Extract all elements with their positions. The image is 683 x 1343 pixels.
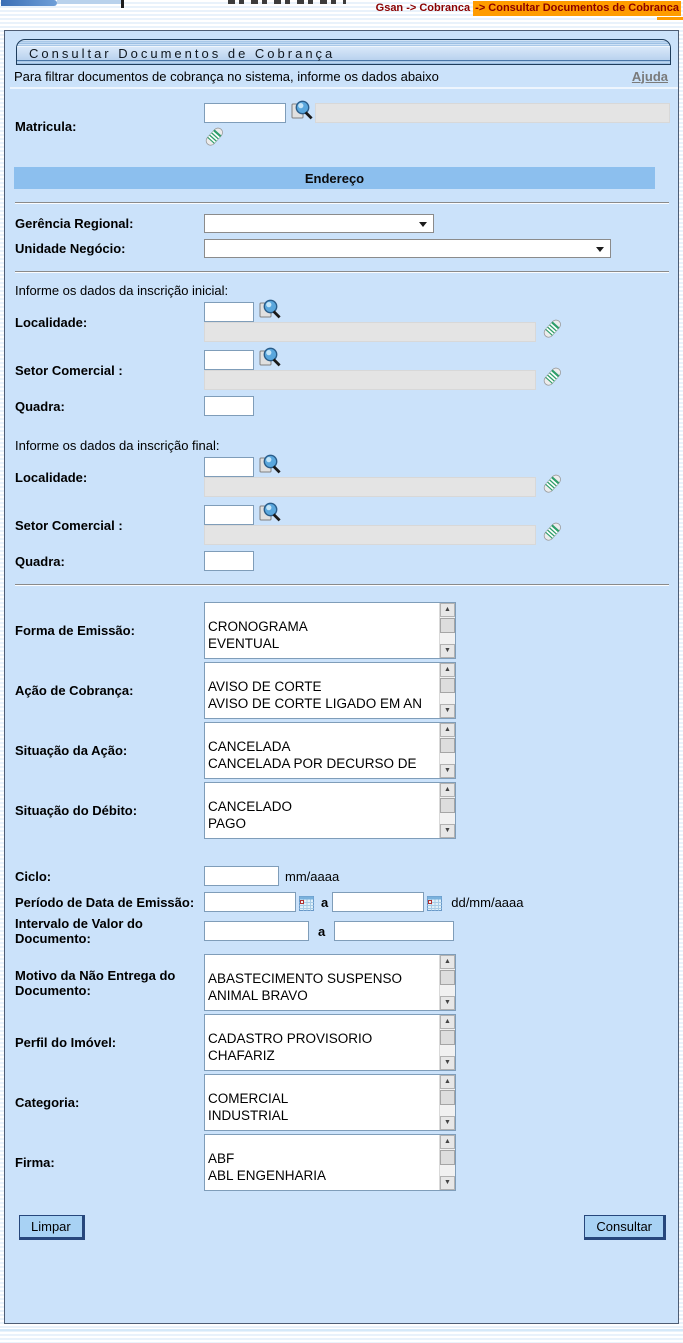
periodo-format-hint: dd/mm/aaaa (451, 894, 524, 910)
listbox-scrollbar[interactable] (439, 955, 455, 1010)
listbox-scrollbar[interactable] (439, 1135, 455, 1190)
listbox-option-blank[interactable] (205, 783, 439, 798)
matricula-row (10, 103, 678, 149)
valor-final-input[interactable] (334, 921, 454, 941)
actions-row (19, 1215, 666, 1240)
listbox-option[interactable]: ABASTECIMENTO SUSPENSO (208, 971, 403, 986)
listbox-option[interactable]: CANCELADA (208, 739, 291, 754)
acao-cobranca-label: Ação de Cobrança: (15, 683, 134, 698)
search-icon[interactable] (258, 453, 283, 477)
scrollbar-thumb[interactable] (440, 618, 455, 633)
search-icon[interactable] (290, 99, 315, 123)
setor-comercial-label: Setor Comercial : (15, 362, 123, 378)
perfil-imovel-label: Perfil do Imóvel: (15, 1035, 117, 1050)
gerencia-regional-label: Gerência Regional: (15, 216, 134, 231)
scroll-up-icon[interactable]: ▲ (440, 603, 455, 617)
periodo-emissao-label: Período de Data de Emissão: (15, 894, 195, 910)
eraser-icon[interactable] (542, 520, 563, 544)
listbox-option-blank[interactable] (205, 1135, 439, 1150)
panel-titlebar (16, 39, 671, 65)
situacao-acao-label: Situação da Ação: (15, 743, 128, 758)
listbox-option[interactable]: ANIMAL BRAVO (208, 988, 308, 1003)
setor-final-display-field (204, 525, 536, 545)
listbox-option-blank[interactable] (205, 723, 439, 738)
quadra-inicial-row (10, 396, 678, 416)
situacao-debito-label: Situação do Débito: (15, 803, 138, 818)
scrollbar-thumb[interactable] (440, 1150, 455, 1165)
forma-emissao-label: Forma de Emissão: (15, 623, 135, 638)
consultar-documentos-panel (4, 30, 679, 1324)
scroll-down-icon[interactable]: ▼ (440, 824, 455, 838)
motivo-nao-entrega-listbox[interactable] (204, 954, 456, 1011)
unidade-negocio-label: Unidade Negócio: (15, 241, 126, 256)
calendar-icon[interactable] (299, 896, 314, 911)
clipped-header-text (228, 0, 346, 4)
page-title: Consultar Documentos de Cobrança (17, 46, 670, 61)
situacao-debito-row (10, 782, 678, 839)
localidade-label: Localidade: (15, 469, 88, 485)
listbox-option[interactable]: AVISO DE CORTE (208, 679, 322, 694)
forma-emissao-row (10, 602, 678, 659)
listbox-option[interactable]: EVENTUAL (208, 636, 280, 651)
valor-inicial-input[interactable] (204, 921, 309, 941)
acao-cobranca-listbox[interactable] (204, 662, 456, 719)
ciclo-format-hint: mm/aaaa (285, 868, 340, 884)
bottom-divider (0, 1329, 683, 1331)
situacao-debito-listbox[interactable] (204, 782, 456, 839)
localidade-inicial-input[interactable] (204, 302, 254, 322)
periodo-fim-input[interactable] (332, 892, 424, 912)
quadra-inicial-input[interactable] (204, 396, 254, 416)
listbox-option[interactable]: CADASTRO PROVISORIO (208, 1031, 373, 1046)
listbox-option-blank[interactable] (205, 603, 439, 618)
setor-inicial-row (10, 350, 678, 390)
listbox-scrollbar[interactable] (439, 603, 455, 658)
localidade-final-row (10, 457, 678, 497)
scroll-up-icon[interactable]: ▲ (440, 723, 455, 737)
categoria-listbox[interactable] (204, 1074, 456, 1131)
listbox-option-blank[interactable] (205, 955, 439, 970)
motivo-nao-entrega-label: Motivo da Não Entrega do Documento: (15, 967, 176, 998)
scrollbar-thumb[interactable] (440, 1030, 455, 1045)
firma-row (10, 1134, 678, 1191)
scroll-up-icon[interactable]: ▲ (440, 1075, 455, 1089)
periodo-emissao-row (10, 892, 678, 912)
eraser-icon[interactable] (542, 365, 563, 389)
localidade-final-display-field (204, 477, 536, 497)
intervalo-valor-row (10, 916, 678, 946)
unidade-negocio-row (10, 239, 678, 258)
listbox-option-blank[interactable] (205, 1075, 439, 1090)
setor-inicial-display-field (204, 370, 536, 390)
scrollbar-thumb[interactable] (440, 1090, 455, 1105)
localidade-inicial-display-field (204, 322, 536, 342)
breadcrumb-highlight-tail (657, 17, 683, 20)
gerencia-regional-select[interactable] (204, 214, 434, 233)
scroll-down-icon[interactable]: ▼ (440, 996, 455, 1010)
ciclo-row (10, 866, 678, 886)
listbox-scrollbar[interactable] (439, 1015, 455, 1070)
categoria-row (10, 1074, 678, 1131)
eraser-icon[interactable] (542, 317, 563, 341)
setor-inicial-input[interactable] (204, 350, 254, 370)
scrollbar-thumb[interactable] (440, 678, 455, 693)
scroll-up-icon[interactable]: ▲ (440, 663, 455, 677)
search-icon[interactable] (258, 501, 283, 525)
matricula-label: Matricula: (15, 118, 77, 134)
scroll-down-icon[interactable]: ▼ (440, 1116, 455, 1130)
localidade-final-input[interactable] (204, 457, 254, 477)
listbox-option[interactable]: CRONOGRAMA (208, 619, 308, 634)
search-icon[interactable] (258, 298, 283, 322)
listbox-option[interactable]: CANCELADA POR DECURSO DE (208, 756, 417, 771)
breadcrumb (376, 2, 681, 14)
scrollbar-thumb[interactable] (440, 798, 455, 813)
listbox-scrollbar[interactable] (439, 723, 455, 778)
listbox-option[interactable]: COMERCIAL (208, 1091, 289, 1106)
firma-listbox[interactable] (204, 1134, 456, 1191)
listbox-option[interactable]: AVISO DE CORTE LIGADO EM AN (208, 696, 423, 711)
periodo-inicio-input[interactable] (204, 892, 296, 912)
breadcrumb-current: -> Consultar Documentos de Cobranca (475, 2, 679, 14)
ciclo-label: Ciclo: (15, 868, 52, 884)
listbox-option[interactable]: INDUSTRIAL (208, 1108, 289, 1123)
inscricao-inicial-heading: Informe os dados da inscrição inicial: (15, 283, 229, 298)
situacao-acao-listbox[interactable] (204, 722, 456, 779)
quadra-final-row (10, 551, 678, 571)
top-nav-bar-fragment-light (57, 0, 121, 4)
setor-comercial-label: Setor Comercial : (15, 517, 123, 533)
localidade-inicial-row (10, 302, 678, 342)
unidade-negocio-select[interactable] (204, 239, 611, 258)
separator (15, 202, 669, 204)
listbox-scrollbar[interactable] (439, 1075, 455, 1130)
inscricao-final-heading: Informe os dados da inscrição final: (15, 438, 220, 453)
breadcrumb-path: Gsan -> Cobranca (375, 2, 471, 14)
scroll-down-icon[interactable]: ▼ (440, 1176, 455, 1190)
listbox-scrollbar[interactable] (439, 663, 455, 718)
firma-label: Firma: (15, 1155, 55, 1170)
listbox-option[interactable]: CHAFARIZ (208, 1048, 275, 1063)
eraser-icon[interactable] (204, 125, 225, 149)
acao-cobranca-row (10, 662, 678, 719)
scroll-down-icon[interactable]: ▼ (440, 1056, 455, 1070)
separator (15, 271, 669, 273)
top-nav-tick (121, 0, 124, 8)
scroll-up-icon[interactable]: ▲ (440, 783, 455, 797)
scroll-down-icon[interactable]: ▼ (440, 644, 455, 658)
limpar-button[interactable]: Limpar (19, 1215, 85, 1240)
perfil-imovel-listbox[interactable] (204, 1014, 456, 1071)
quadra-label: Quadra: (15, 398, 65, 414)
chevron-down-icon (596, 247, 604, 256)
consultar-button[interactable]: Consultar (584, 1215, 666, 1240)
scrollbar-thumb[interactable] (440, 738, 455, 753)
listbox-option[interactable]: ABL ENGENHARIA (208, 1168, 327, 1183)
ciclo-input[interactable] (204, 866, 279, 886)
listbox-scrollbar[interactable] (439, 783, 455, 838)
quadra-label: Quadra: (15, 553, 65, 569)
matricula-display-field (315, 103, 670, 123)
separator (15, 584, 669, 586)
instructions-row (10, 65, 678, 89)
categoria-label: Categoria: (15, 1095, 80, 1110)
forma-emissao-listbox[interactable] (204, 602, 456, 659)
listbox-option[interactable]: ABF (208, 1151, 235, 1166)
intervalo-valor-label: Intervalo de Valor do Documento: (15, 916, 143, 946)
listbox-option-blank[interactable] (205, 1015, 439, 1030)
setor-final-row (10, 505, 678, 545)
intervalo-connector: a (318, 923, 326, 939)
page-instructions: Para filtrar documentos de cobrança no sistema, informe os dados abaixo (14, 68, 439, 84)
motivo-nao-entrega-row (10, 954, 678, 1011)
scroll-down-icon[interactable]: ▼ (440, 704, 455, 718)
scroll-down-icon[interactable]: ▼ (440, 764, 455, 778)
listbox-option-blank[interactable] (205, 663, 439, 678)
eraser-icon[interactable] (542, 472, 563, 496)
scroll-up-icon[interactable]: ▲ (440, 1135, 455, 1149)
scroll-up-icon[interactable]: ▲ (440, 1015, 455, 1029)
listbox-option[interactable]: CANCELADO (208, 799, 293, 814)
periodo-connector: a (321, 894, 329, 910)
localidade-label: Localidade: (15, 314, 88, 330)
help-link[interactable]: Ajuda (631, 68, 668, 84)
calendar-icon[interactable] (427, 896, 442, 911)
search-icon[interactable] (258, 346, 283, 370)
quadra-final-input[interactable] (204, 551, 254, 571)
chevron-down-icon (419, 222, 427, 231)
top-nav-bar-fragment (1, 0, 57, 6)
listbox-option[interactable]: PAGO (208, 816, 247, 831)
gerencia-regional-row (10, 214, 678, 233)
perfil-imovel-row (10, 1014, 678, 1071)
scroll-up-icon[interactable]: ▲ (440, 955, 455, 969)
scrollbar-thumb[interactable] (440, 970, 455, 985)
setor-final-input[interactable] (204, 505, 254, 525)
matricula-input[interactable] (204, 103, 286, 123)
endereco-section-header: Endereço (14, 167, 655, 189)
situacao-acao-row (10, 722, 678, 779)
